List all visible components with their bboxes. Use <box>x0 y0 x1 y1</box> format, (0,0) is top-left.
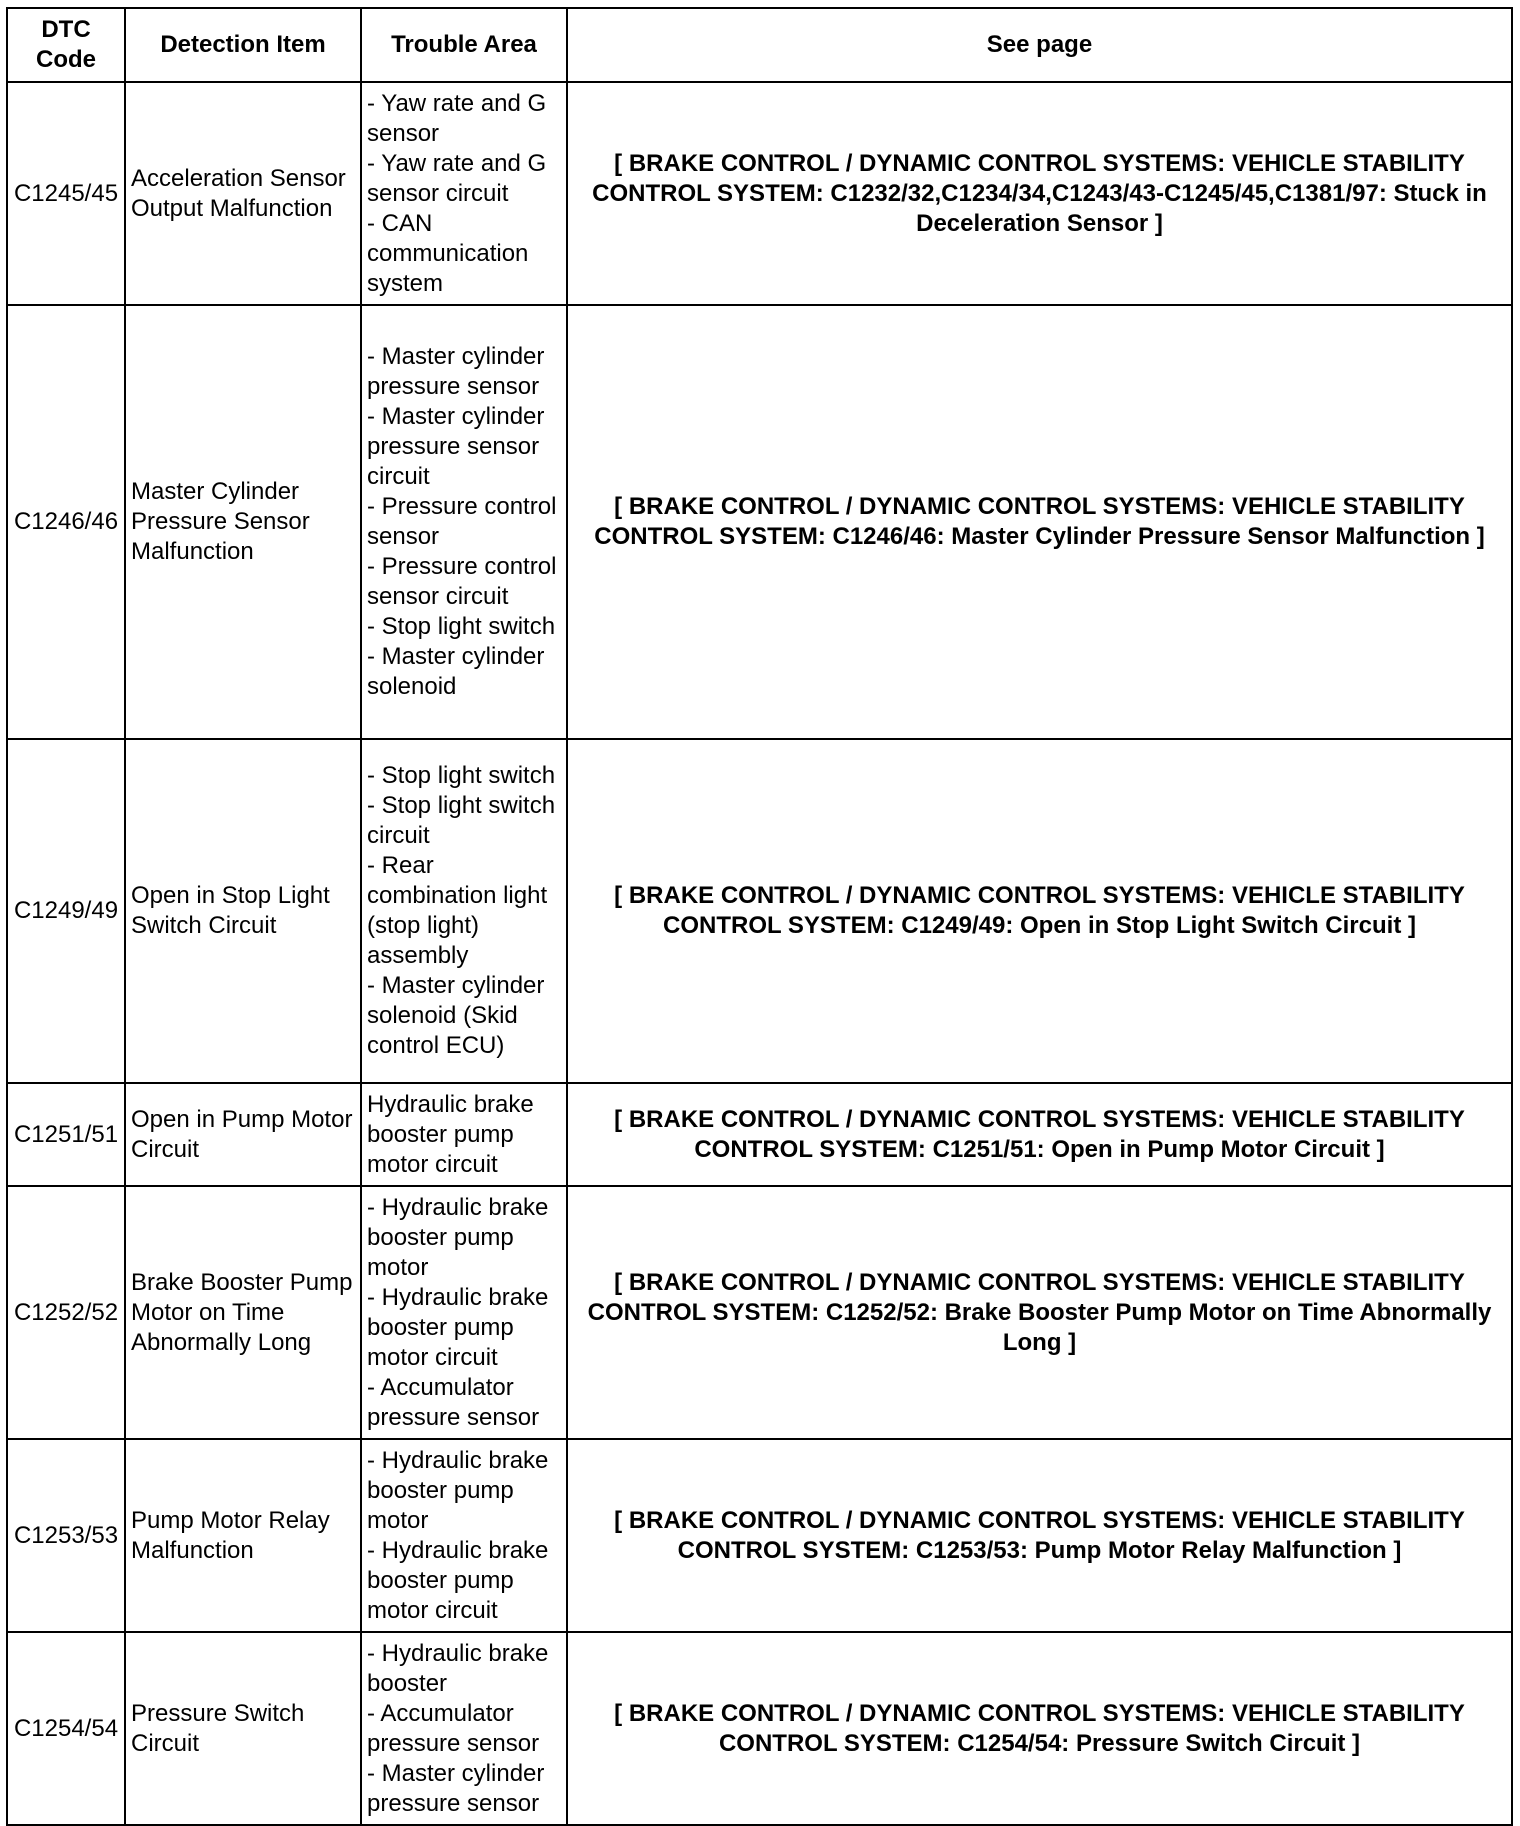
dtc-code-cell: C1246/46 <box>7 305 125 739</box>
detection-item-cell: Open in Pump Motor Circuit <box>125 1083 361 1186</box>
trouble-area-item: - Pressure control sensor circuit <box>367 553 557 610</box>
trouble-area-item: - Stop light switch <box>367 762 556 789</box>
detection-item-cell: Pump Motor Relay Malfunction <box>125 1439 361 1632</box>
see-page-link[interactable]: [ BRAKE CONTROL / DYNAMIC CONTROL SYSTEMS: VEHICLE STABILITY CONTROL SYSTEM: C1232/32,C1234/34,C1243/43-C1245/45,C1381/97: Stuck in Deceleration Sensor ] <box>567 82 1512 305</box>
header-detection-item: Detection Item <box>125 8 361 82</box>
see-page-link[interactable]: [ BRAKE CONTROL / DYNAMIC CONTROL SYSTEMS: VEHICLE STABILITY CONTROL SYSTEM: C1253/53: Pump Motor Relay Malfunction ] <box>567 1439 1512 1632</box>
trouble-area-item: - Hydraulic brake booster pump motor circuit <box>367 1283 549 1371</box>
trouble-area-item: - Hydraulic brake booster pump motor <box>367 1446 549 1534</box>
trouble-area-cell <box>361 1632 567 1825</box>
see-page-link[interactable]: [ BRAKE CONTROL / DYNAMIC CONTROL SYSTEMS: VEHICLE STABILITY CONTROL SYSTEM: C1251/51: Open in Pump Motor Circuit ] <box>567 1083 1512 1186</box>
table-row <box>7 1632 1512 1825</box>
dtc-code-cell: C1253/53 <box>7 1439 125 1632</box>
trouble-area-cell <box>361 1186 567 1439</box>
trouble-area-cell <box>361 1439 567 1632</box>
dtc-code-cell: C1254/54 <box>7 1632 125 1825</box>
table-row <box>7 1439 1512 1632</box>
trouble-area-item: - Stop light switch <box>367 613 556 640</box>
dtc-table <box>6 7 1513 1826</box>
table-row <box>7 739 1512 1083</box>
dtc-code-cell: C1252/52 <box>7 1186 125 1439</box>
table-row <box>7 1186 1512 1439</box>
see-page-link[interactable]: [ BRAKE CONTROL / DYNAMIC CONTROL SYSTEMS: VEHICLE STABILITY CONTROL SYSTEM: C1246/46: Master Cylinder Pressure Sensor Malfunction ] <box>567 305 1512 739</box>
table-row <box>7 1083 1512 1186</box>
trouble-area-item: - Accumulator pressure sensor <box>367 1373 540 1431</box>
detection-item-cell: Open in Stop Light Switch Circuit <box>125 739 361 1083</box>
detection-item-cell: Master Cylinder Pressure Sensor Malfunction <box>125 305 361 739</box>
trouble-area-cell <box>361 739 567 1083</box>
header-trouble-area: Trouble Area <box>361 8 567 82</box>
header-dtc-code: DTC Code <box>7 8 125 82</box>
detection-item-cell: Brake Booster Pump Motor on Time Abnormally Long <box>125 1186 361 1439</box>
trouble-area-item: - Hydraulic brake booster pump motor <box>367 1193 549 1281</box>
trouble-area-cell <box>361 82 567 305</box>
table-header-row <box>7 8 1512 82</box>
trouble-area-item: - CAN communication system <box>367 209 529 297</box>
trouble-area-item: - Hydraulic brake booster pump motor circuit <box>367 1536 549 1624</box>
trouble-area-item: - Master cylinder solenoid <box>367 643 545 700</box>
trouble-area-item: - Stop light switch circuit <box>367 792 556 849</box>
detection-item-cell: Pressure Switch Circuit <box>125 1632 361 1825</box>
see-page-link[interactable]: [ BRAKE CONTROL / DYNAMIC CONTROL SYSTEMS: VEHICLE STABILITY CONTROL SYSTEM: C1249/49: Open in Stop Light Switch Circuit ] <box>567 739 1512 1083</box>
dtc-code-cell: C1249/49 <box>7 739 125 1083</box>
header-see-page: See page <box>567 8 1512 82</box>
trouble-area-item: - Hydraulic brake booster <box>367 1639 549 1697</box>
see-page-link[interactable]: [ BRAKE CONTROL / DYNAMIC CONTROL SYSTEMS: VEHICLE STABILITY CONTROL SYSTEM: C1252/52: Brake Booster Pump Motor on Time Abnormally Long ] <box>567 1186 1512 1439</box>
trouble-area-item: - Master cylinder pressure sensor <box>367 343 545 400</box>
trouble-area-item: - Master cylinder pressure sensor circuit <box>367 403 545 490</box>
trouble-area-item: - Master cylinder solenoid (Skid control ECU) <box>367 972 545 1059</box>
trouble-area-item: - Yaw rate and G sensor circuit <box>367 149 547 207</box>
trouble-area-item: - Pressure control sensor <box>367 493 557 550</box>
trouble-area-item: - Master cylinder pressure sensor <box>367 1759 545 1817</box>
detection-item-cell: Acceleration Sensor Output Malfunction <box>125 82 361 305</box>
table-row <box>7 305 1512 739</box>
see-page-link[interactable]: [ BRAKE CONTROL / DYNAMIC CONTROL SYSTEMS: VEHICLE STABILITY CONTROL SYSTEM: C1254/54: Pressure Switch Circuit ] <box>567 1632 1512 1825</box>
dtc-code-cell: C1251/51 <box>7 1083 125 1186</box>
trouble-area-cell <box>361 1083 567 1186</box>
trouble-area-cell <box>361 305 567 739</box>
trouble-area-item: - Accumulator pressure sensor <box>367 1699 540 1757</box>
dtc-code-cell: C1245/45 <box>7 82 125 305</box>
table-body <box>7 82 1512 1825</box>
table-row <box>7 82 1512 305</box>
trouble-area-item: - Yaw rate and G sensor <box>367 89 547 147</box>
trouble-area-item: Hydraulic brake booster pump motor circuit <box>367 1090 534 1178</box>
trouble-area-item: - Rear combination light (stop light) assembly <box>367 852 548 969</box>
